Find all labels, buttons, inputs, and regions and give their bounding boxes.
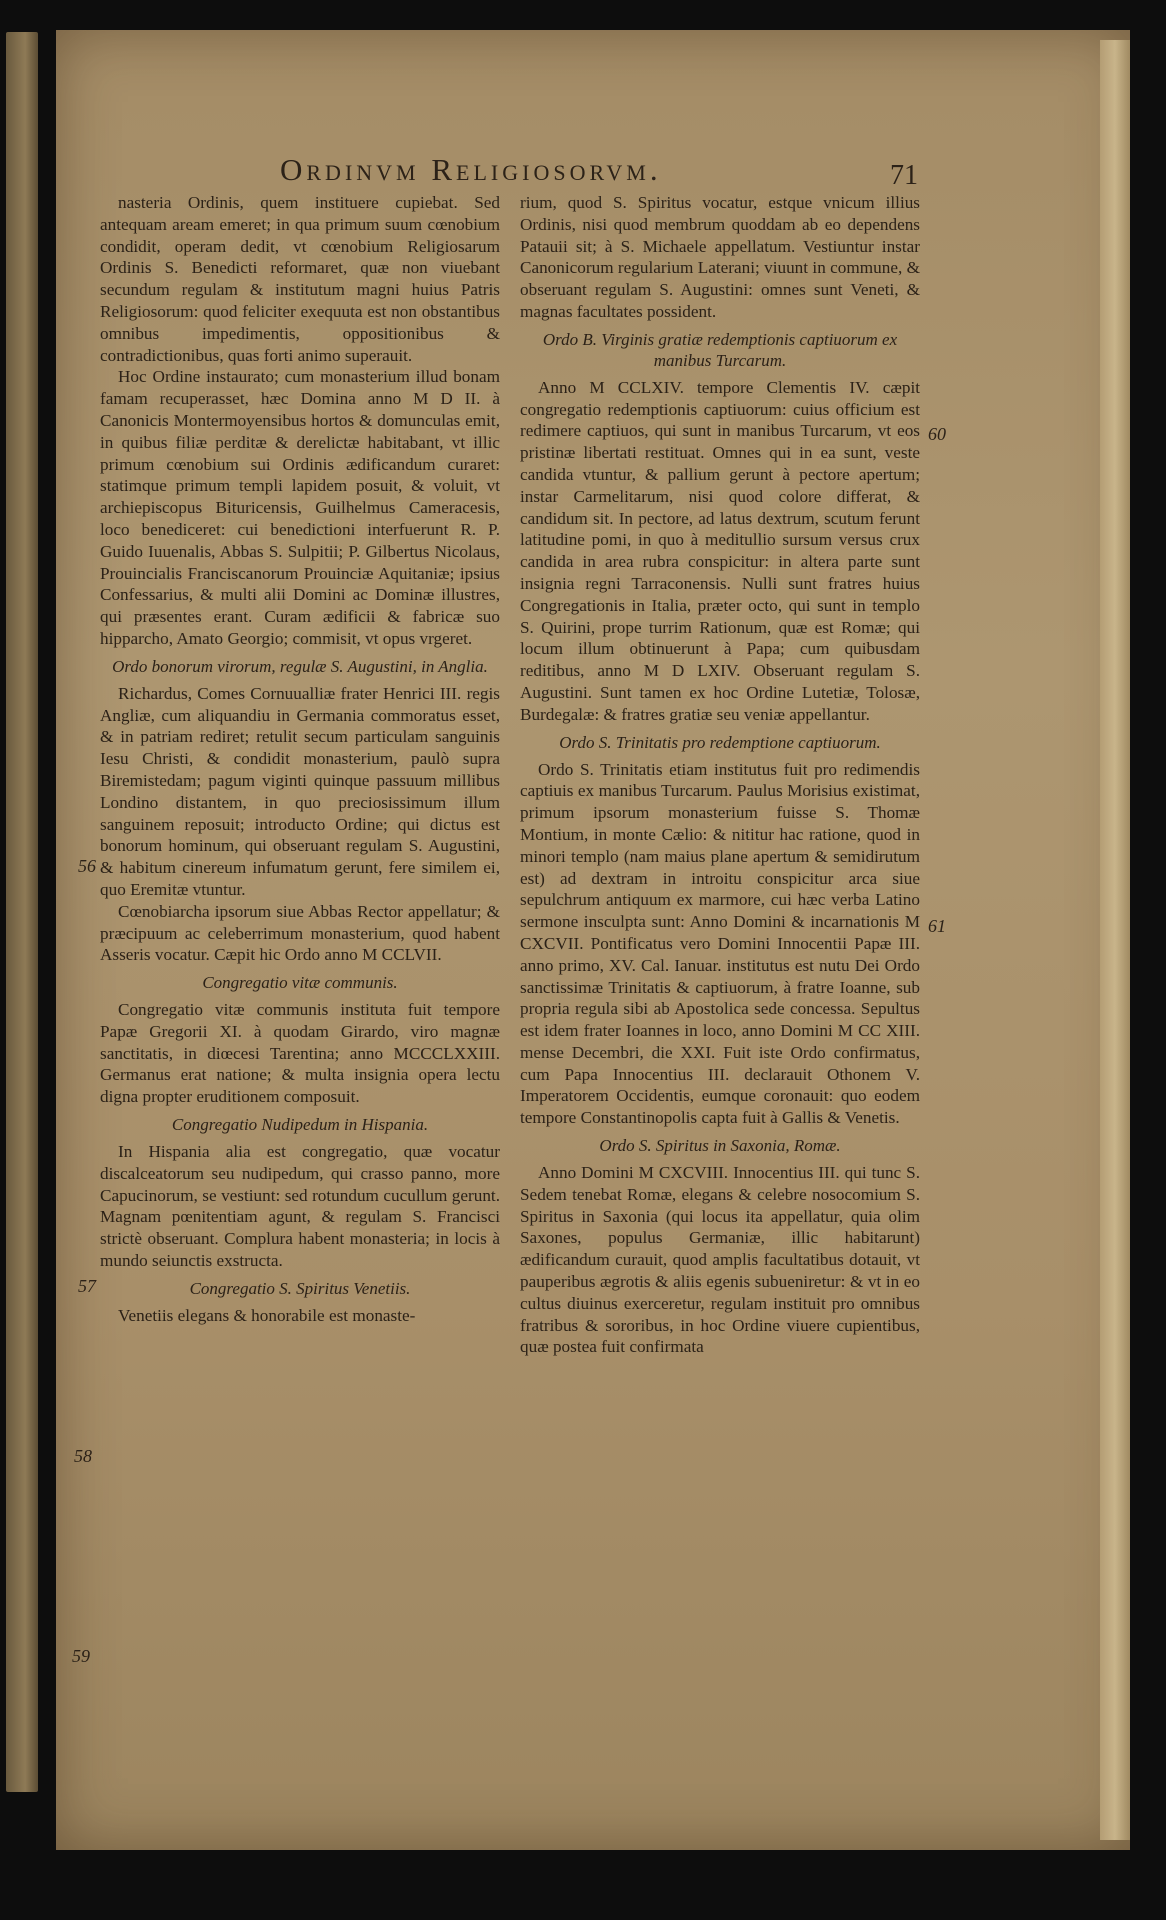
margin-number: 56 bbox=[78, 856, 96, 876]
margin-number: 57 bbox=[78, 1276, 96, 1296]
paragraph: rium, quod S. Spiritus vocatur, estque vnicum illius Ordinis, nisi quod membrum quoddam ab eo dependens Patauii sit; à S. Michaele appellatum. Vestiuntur instar Canonicorum regularium Laterani; viuunt in commune, & obseruant regulam S. Augustini: omnes sunt Veneti, & magnas facultates possident. bbox=[520, 193, 920, 321]
section-heading: Ordo B. Virginis gratiæ redemptionis captiuorum ex manibus Turcarum. bbox=[542, 329, 898, 370]
facing-page-edge bbox=[6, 32, 38, 1792]
page-fore-edge bbox=[1100, 40, 1130, 1840]
section-heading: Congregatio Nudipedum in Hispania. bbox=[171, 1115, 429, 1135]
margin-number: 61 bbox=[928, 916, 946, 936]
paragraph: Anno M CCLXIV. tempore Clementis IV. cæpit congregatio redemptionis captiuorum: cuius officium est redimere captiuos, qui sunt in manibus Turcarum, vt eos pristinæ libertati restituat. Omnes qui in ea sunt, veste candida vtuntur, & pallium gerunt à pectore apertum; instar Carmelitarum, nisi quod colore differat, & candidum sit. In pectore, ad latus dextrum, scutum ferunt latitudine pomi, in quo à meditullio sursum versus crux candida in area rubra conspicitur: in altera parte sunt insignia regni Tarraconensis. Nulli sunt fratres huius Congregationis in Italia, præter octo, qui sunt in templo S. Quirini, prope turrim Rationum, quæ est Romæ; qui locum illum obtinuerunt à Papa; cum quibusdam reditibus, anno M D LXIV. Obseruant regulam S. Augustini. Sunt tamen ex hoc Ordine Lutetiæ, Tolosæ, Burdegalæ: & fratres gratiæ seu veniæ appellantur. bbox=[520, 377, 920, 724]
right-column bbox=[520, 192, 920, 1358]
section-heading: Congregatio vitæ communis. bbox=[202, 973, 398, 993]
paragraph: Ordo S. Trinitatis etiam institutus fuit pro redimendis captiuis ex manibus Turcarum. Paulus Morisius existimat, primum ipsorum monasterium fuisse S. Thomæ Montium, in monte Cælio: & nititur hac ratione, quod in minori templo (nam maius plane apertum & semidirutum est) ad dextram in introitu conspicitur arca siue sepulchrum antiquum ex marmore, cui hæc verba Latino sermone insculpta sunt: Anno Domini & incarnationis M CXCVII. Pontificatus vero Domini Innocentii Papæ III. anno primo, XV. Cal. Ianuar. institutus est nutu Dei Ordo sanctissimæ Trinitatis & captiuorum, à fratre Ioanne, sub propria regula sibi ab Apostolica sede concessa. Sepultus est idem frater Ioannes in loco, anno Domini M CC XIII. mense Decembri, die XXI. Fuit iste Ordo confirmatus, cum Papa Innocentius III. declarauit Othonem V. Imperatorem Occidentis, eumque coronauit: quo eodem tempore Constantinopolis capta fuit à Gallis & Venetis. bbox=[520, 759, 920, 1128]
section-heading: Ordo S. Spiritus in Saxonia, Romæ. bbox=[599, 1136, 841, 1156]
margin-number: 58 bbox=[74, 1446, 92, 1466]
margin-number: 60 bbox=[928, 424, 946, 444]
section-heading: Ordo bonorum virorum, regulæ S. Augustini, in Anglia. bbox=[112, 656, 488, 676]
margin-number: 59 bbox=[72, 1646, 90, 1666]
running-header: Ordinvm Religiosorvm. bbox=[280, 152, 662, 187]
section-heading: Ordo S. Trinitatis pro redemptione captiuorum. bbox=[559, 732, 881, 752]
paragraph: Congregatio vitæ communis instituta fuit tempore Papæ Gregorii XI. à quodam Girardo, viro magnæ sanctitatis, in diœcesi Tarentina; anno MCCCLXXIII. Germanus erat natione; & multa insignia opera lectu digna propter eruditionem composuit. bbox=[100, 1000, 500, 1107]
page-number: 71 bbox=[890, 160, 918, 191]
paragraph: In Hispania alia est congregatio, quæ vocatur discalceatorum seu nudipedum, qui crasso panno, more Capucinorum, se vestiunt: sed rotundum cucullum gerunt. Magnam pœnitentiam agunt, & regulam S. Francisci strictè obseruant. Complura habent monasteria; in locis à mundo seiunctis exstructa. bbox=[100, 1142, 500, 1271]
section-heading: Congregatio S. Spiritus Venetiis. bbox=[189, 1278, 411, 1298]
paragraph: Richardus, Comes Cornuualliæ frater Henrici III. regis Angliæ, cum aliquandiu in Germania commoratus esset, & in patriam rediret; retulit secum particulam sanguinis Iesu Christi, & condidit monasterium, paulò supra Biremistedam; pagum viginti quinque passuum millibus Londino distantem, in quo preciosissimum illum sanguinem reposuit; introducto Ordine; qui dictus est bonorum hominum, qui obseruant regulam S. Augustini, & habitum cinereum infumatum gerunt, fere similem ei, quo Eremitæ vtuntur. bbox=[100, 683, 500, 899]
paragraph: nasteria Ordinis, quem instituere cupiebat. Sed antequam aream emeret; in qua primum suum cœnobium condidit, operam dedit, vt cœnobium Religiosarum Ordinis S. Benedicti reformaret, quæ non viuebant secundum regulam & institutum magni huius Patris Religiosorum: quod feliciter exequuta est non obstantibus omnibus impedimentis, oppositionibus & contradictionibus, quas forti animo superauit. bbox=[100, 193, 500, 365]
paragraph: Anno Domini M CXCVIII. Innocentius III. qui tunc S. Sedem tenebat Romæ, elegans & celebre nosocomium S. Spiritus in Saxonia (qui locus ita appellatur, quia olim Saxones, populus Germaniæ, illic habitarunt) ædificandum curauit, quod amplis facultatibus dotauit, vt pauperibus ægrotis & aliis egenis subueniretur: & vt in eo cultus diuinus exerceretur, regulam instituit pro omnibus fratribus & sororibus, in hoc Ordine viuere cupientibus, quæ postea fuit confirmata bbox=[520, 1163, 920, 1357]
paragraph: Cœnobiarcha ipsorum siue Abbas Rector appellatur; & præcipuum ac celeberrimum monasterium, quod habent Asseris vocatur. Cæpit hic Ordo anno M CCLVII. bbox=[100, 901, 500, 965]
left-column bbox=[100, 192, 500, 1327]
paragraph: Venetiis elegans & honorabile est monaste- bbox=[118, 1305, 416, 1325]
paragraph: Hoc Ordine instaurato; cum monasterium illud bonam famam recuperasset, hæc Domina anno M D II. à Canonicis Montermoyensibus hortos & domunculas emit, in quibus filiæ perditæ & derelictæ habitabant, vt illic primum cœnobium sui Ordinis ædificandum curaret: statimque primum templi lapidem posuit, & voluit, vt archiepiscopus Bituricensis, Guilhelmus Cameracesis, loco benediceret: cui benedictioni interfuerunt R. P. Guido Iuuenalis, Abbas S. Sulpitii; P. Gilbertus Nicolaus, Prouincialis Franciscanorum Prouinciæ Aquitaniæ; ipsius Confessarius, & multi alii Domini ac Dominæ illustres, qui præsentes erant. Curam ædificii & fabricæ suo hipparcho, Amato Georgio; commisit, vt opus vrgeret. bbox=[100, 367, 500, 648]
